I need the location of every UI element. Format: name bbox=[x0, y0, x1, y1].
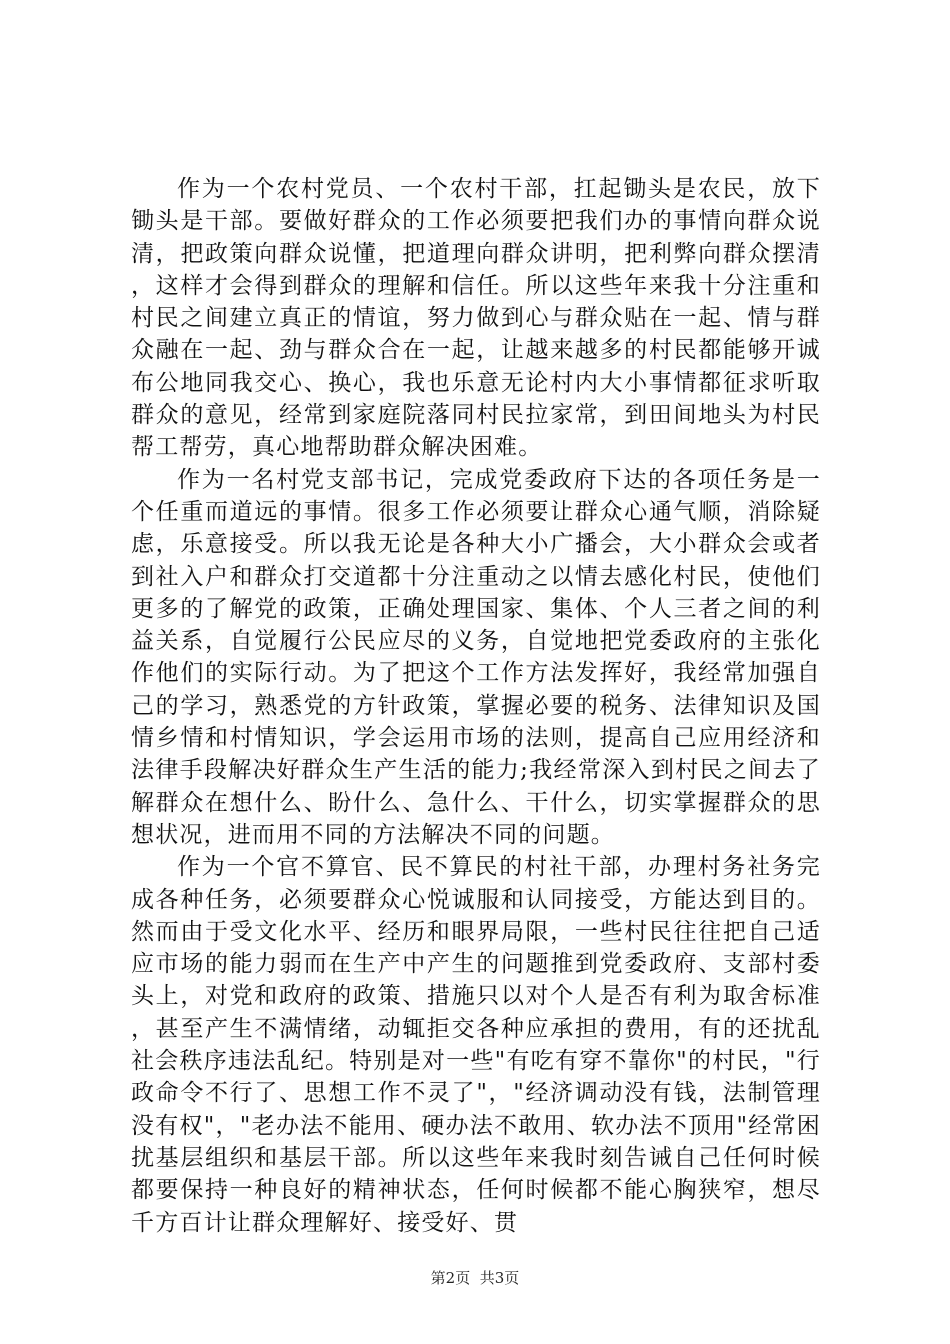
page-footer bbox=[0, 1268, 950, 1288]
paragraph-2: 作为一名村党支部书记，完成党委政府下达的各项任务是一个任重而道远的事情。很多工作必须要让群众心通气顺，消除疑虑，乐意接受。所以我无论是各种大小广播会，大小群众会或者到社入户和群众打交道都十分注重动之以情去感化村民，使他们更多的了解党的政策，正确处理国家、集体、个人三者之间的利益关系，自觉履行公民应尽的义务，自觉地把党委政府的主张化作他们的实际行动。为了把这个工作方法发挥好，我经常加强自己的学习，熟悉党的方针政策，掌握必要的税务、法律知识及国情乡情和村情知识，学会运用市场的法则，提高自己应用经济和法律手段解决好群众生产生活的能力;我经常深入到村民之间去了解群众在想什么、盼什么、急什么、干什么，切实掌握群众的思想状况，进而用不同的方法解决不同的问题。 bbox=[131, 466, 821, 848]
footer-spacer bbox=[470, 1269, 480, 1287]
paragraph-1: 作为一个农村党员、一个农村干部，扛起锄头是农民，放下锄头是干部。要做好群众的工作必须要把我们办的事情向群众说清，把政策向群众说懂，把道理向群众讲明，把利弊向群众摆清，这样才会得到群众的理解和信任。所以这些年来我十分注重和村民之间建立真正的情谊，努力做到心与群众贴在一起、情与群众融在一起、劲与群众合在一起，让越来越多的村民都能够开诚布公地同我交心、换心，我也乐意无论村内大小事情都征求听取群众的意见，经常到家庭院落同村民拉家常，到田间地头为村民帮工帮劳，真心地帮助群众解决困难。 bbox=[131, 176, 821, 461]
paragraph-3: 作为一个官不算官、民不算民的村社干部，办理村务社务完成各种任务，必须要群众心悦诚服和认同接受，方能达到目的。然而由于受文化水平、经历和眼界局限，一些村民往往把自己适应市场的能力弱而在生产中产生的问题推到党委政府、支部村委头上，对党和政府的政策、措施只以对个人是否有利为取舍标准，甚至产生不满情绪，动辄拒交各种应承担的费用，有的还扰乱社会秩序违法乱纪。特别是对一些"有吃有穿不靠你"的村民，"行政命令不行了、思想工作不灵了"，"经济调动没有钱，法制管理没有权"，"老办法不能用、硬办法不敢用、软办法不顶用"经常困扰基层组织和基层干部。所以这些年来我时刻告诫自己任何时候都要保持一种良好的精神状态，任何时候都不能心胸狭窄，想尽千方百计让群众理解好、接受好、贯 bbox=[131, 854, 821, 1236]
document-body bbox=[131, 173, 821, 1239]
page-number-current: 第2页 bbox=[430, 1269, 471, 1287]
page-number-total: 共3页 bbox=[479, 1269, 520, 1287]
